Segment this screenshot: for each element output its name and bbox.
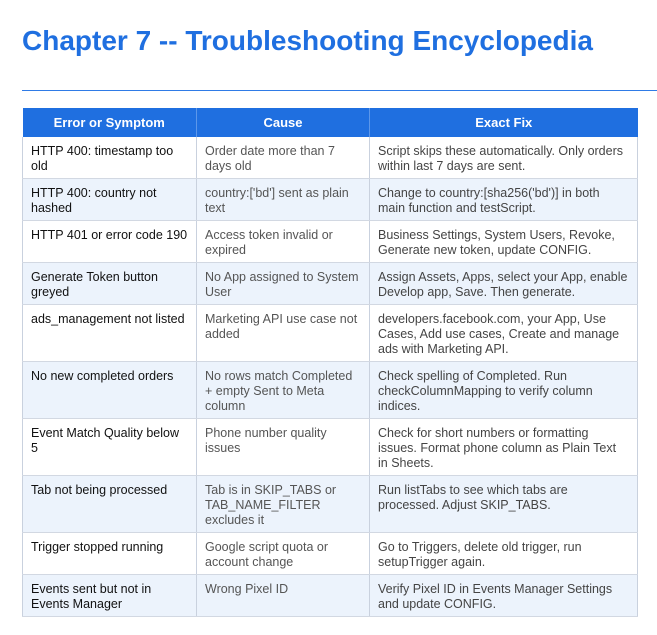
cause-cell: Order date more than 7 days old bbox=[197, 137, 370, 179]
table-row bbox=[23, 533, 638, 575]
table-body bbox=[23, 137, 638, 617]
symptom-cell: Trigger stopped running bbox=[23, 533, 197, 575]
fix-cell: Go to Triggers, delete old trigger, run setupTrigger again. bbox=[370, 533, 638, 575]
cause-cell: No rows match Completed + empty Sent to Meta column bbox=[197, 362, 370, 419]
cause-cell: country:['bd'] sent as plain text bbox=[197, 179, 370, 221]
cause-cell: Tab is in SKIP_TABS or TAB_NAME_FILTER excludes it bbox=[197, 476, 370, 533]
column-header-cause: Cause bbox=[197, 108, 370, 137]
fix-cell: Assign Assets, Apps, select your App, enable Develop app, Save. Then generate. bbox=[370, 263, 638, 305]
fix-cell: Check spelling of Completed. Run checkColumnMapping to verify column indices. bbox=[370, 362, 638, 419]
cause-cell: Phone number quality issues bbox=[197, 419, 370, 476]
table-row bbox=[23, 362, 638, 419]
fix-cell: Change to country:[sha256('bd')] in both main function and testScript. bbox=[370, 179, 638, 221]
column-header-fix: Exact Fix bbox=[370, 108, 638, 137]
header-row bbox=[23, 108, 638, 137]
symptom-cell: ads_management not listed bbox=[23, 305, 197, 362]
symptom-cell: HTTP 401 or error code 190 bbox=[23, 221, 197, 263]
fix-cell: Business Settings, System Users, Revoke, Generate new token, update CONFIG. bbox=[370, 221, 638, 263]
symptom-cell: Tab not being processed bbox=[23, 476, 197, 533]
table-row bbox=[23, 305, 638, 362]
fix-cell: Check for short numbers or formatting issues. Format phone column as Plain Text in Sheets. bbox=[370, 419, 638, 476]
symptom-cell: Events sent but not in Events Manager bbox=[23, 575, 197, 617]
table-row bbox=[23, 476, 638, 533]
cause-cell: Wrong Pixel ID bbox=[197, 575, 370, 617]
symptom-cell: Event Match Quality below 5 bbox=[23, 419, 197, 476]
fix-cell: developers.facebook.com, your App, Use Cases, Add use cases, Create and manage ads with Marketing API. bbox=[370, 305, 638, 362]
table-header bbox=[23, 108, 638, 137]
title-divider bbox=[22, 90, 657, 91]
fix-cell: Run listTabs to see which tabs are processed. Adjust SKIP_TABS. bbox=[370, 476, 638, 533]
troubleshooting-table bbox=[22, 108, 638, 617]
table-row bbox=[23, 221, 638, 263]
fix-cell: Script skips these automatically. Only orders within last 7 days are sent. bbox=[370, 137, 638, 179]
symptom-cell: HTTP 400: timestamp too old bbox=[23, 137, 197, 179]
cause-cell: Google script quota or account change bbox=[197, 533, 370, 575]
page-title: Chapter 7 -- Troubleshooting Encyclopedia bbox=[22, 25, 593, 56]
table-row bbox=[23, 137, 638, 179]
table-row bbox=[23, 575, 638, 617]
cause-cell: No App assigned to System User bbox=[197, 263, 370, 305]
symptom-cell: No new completed orders bbox=[23, 362, 197, 419]
cause-cell: Marketing API use case not added bbox=[197, 305, 370, 362]
table-row bbox=[23, 179, 638, 221]
fix-cell: Verify Pixel ID in Events Manager Settings and update CONFIG. bbox=[370, 575, 638, 617]
table-row bbox=[23, 263, 638, 305]
column-header-symptom: Error or Symptom bbox=[23, 108, 197, 137]
cause-cell: Access token invalid or expired bbox=[197, 221, 370, 263]
symptom-cell: Generate Token button greyed bbox=[23, 263, 197, 305]
symptom-cell: HTTP 400: country not hashed bbox=[23, 179, 197, 221]
table-row bbox=[23, 419, 638, 476]
